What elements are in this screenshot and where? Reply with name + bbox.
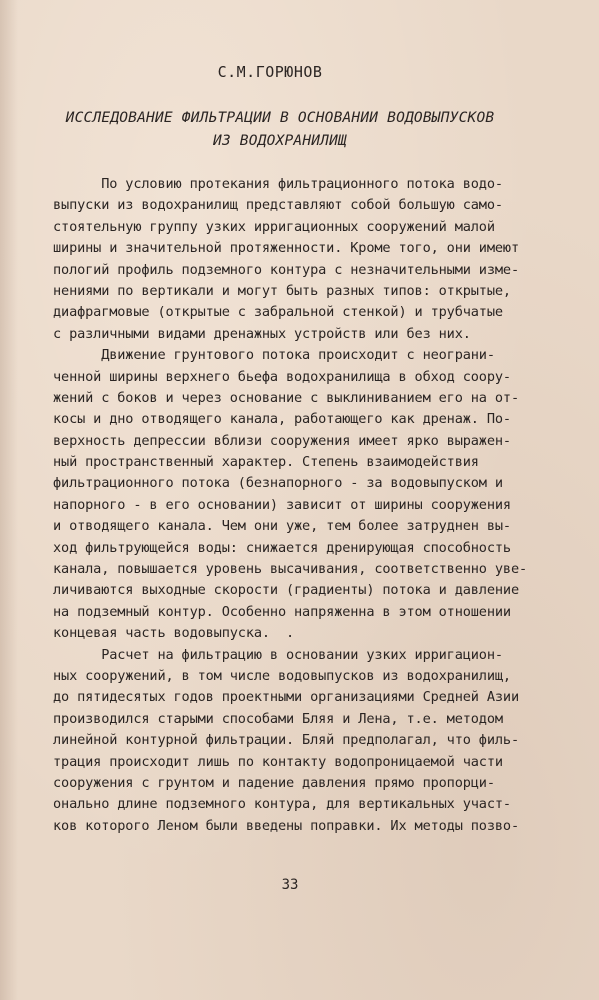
paragraph: [53, 174, 543, 345]
page-number: 33: [281, 877, 299, 893]
text-line: косы и дно отводящего канала, работающего как дренаж. По-: [53, 411, 511, 428]
text-line: нениями по вертикали и могут быть разных типов: открытые,: [53, 282, 511, 299]
text-line: Движение грунтового потока происходит с неограни-: [53, 347, 495, 364]
text-line: ход фильтрующейся воды: снижается дренирующая способность: [53, 539, 511, 556]
text-line: жений с боков и через основание с выклиниванием его на от-: [53, 389, 519, 406]
text-line: верхность депрессии вблизи сооружения имеет ярко выражен-: [53, 432, 511, 449]
paragraph: [53, 645, 543, 838]
text-line: онально длине подземного контура, для вертикальных участ-: [53, 796, 511, 813]
text-line: производился старыми способами Бляя и Лена, т.е. методом: [53, 710, 503, 727]
paragraph: [53, 345, 543, 644]
text-line: с различными видами дренажных устройств или без них.: [53, 325, 471, 342]
text-line: напорного - в его основании) зависит от ширины сооружения: [53, 496, 511, 513]
text-line: ченной ширины верхнего бьефа водохранилища в обход соору-: [53, 368, 511, 385]
author-name: С.М.ГОРЮНОВ: [217, 63, 323, 81]
text-line: до пятидесятых годов проектными организациями Средней Азии: [53, 689, 519, 706]
text-line: ных сооружений, в том числе водовыпусков из водохранилищ,: [53, 667, 511, 684]
text-line: По условию протекания фильтрационного потока водо-: [53, 176, 503, 192]
text-line: ный пространственный характер. Степень взаимодействия: [53, 454, 479, 471]
text-line: Расчет на фильтрацию в основании узких ирригацион-: [53, 646, 503, 663]
title-line-2: ИЗ ВОДОХРАНИЛИЩ: [213, 133, 347, 149]
text-line: трация происходит лишь по контакту водопроницаемой части: [53, 753, 503, 770]
text-line: пологий профиль подземного контура с незначительными изме-: [53, 261, 519, 278]
title-line-1: ИССЛЕДОВАНИЕ ФИЛЬТРАЦИИ В ОСНОВАНИИ ВОДОВЫПУСКОВ: [65, 110, 495, 126]
text-line: на подземный контур. Особенно напряженна в этом отношении: [53, 603, 511, 620]
text-line: ков которого Леном были введены поправки. Их методы позво-: [53, 817, 519, 834]
text-line: стоятельную группу узких ирригационных сооружений малой: [53, 218, 495, 235]
text-line: фильтрационного потока (безнапорного - за водовыпуском и: [53, 475, 503, 492]
text-line: выпуски из водохранилищ представляют собой большую само-: [53, 197, 503, 214]
text-line: канала, повышается уровень высачивания, соответственно уве-: [53, 561, 528, 578]
page-edge-shadow: [0, 0, 18, 1000]
text-line: концевая часть водовыпуска. .: [53, 625, 295, 642]
article-body: [53, 174, 543, 837]
text-line: ширины и значительной протяженности. Кроме того, они имеют: [53, 240, 519, 257]
text-line: и отводящего канала. Чем они уже, тем более затруднен вы-: [53, 518, 511, 535]
text-line: личиваются выходные скорости (градиенты) потока и давление: [53, 582, 519, 599]
text-line: линейной контурной фильтрации. Бляй предполагал, что филь-: [53, 732, 519, 749]
text-line: сооружения с грунтом и падение давления прямо пропорци-: [53, 774, 495, 791]
text-line: диафрагмовые (открытые с забральной стенкой) и трубчатые: [53, 304, 503, 321]
article-title: [20, 107, 540, 153]
